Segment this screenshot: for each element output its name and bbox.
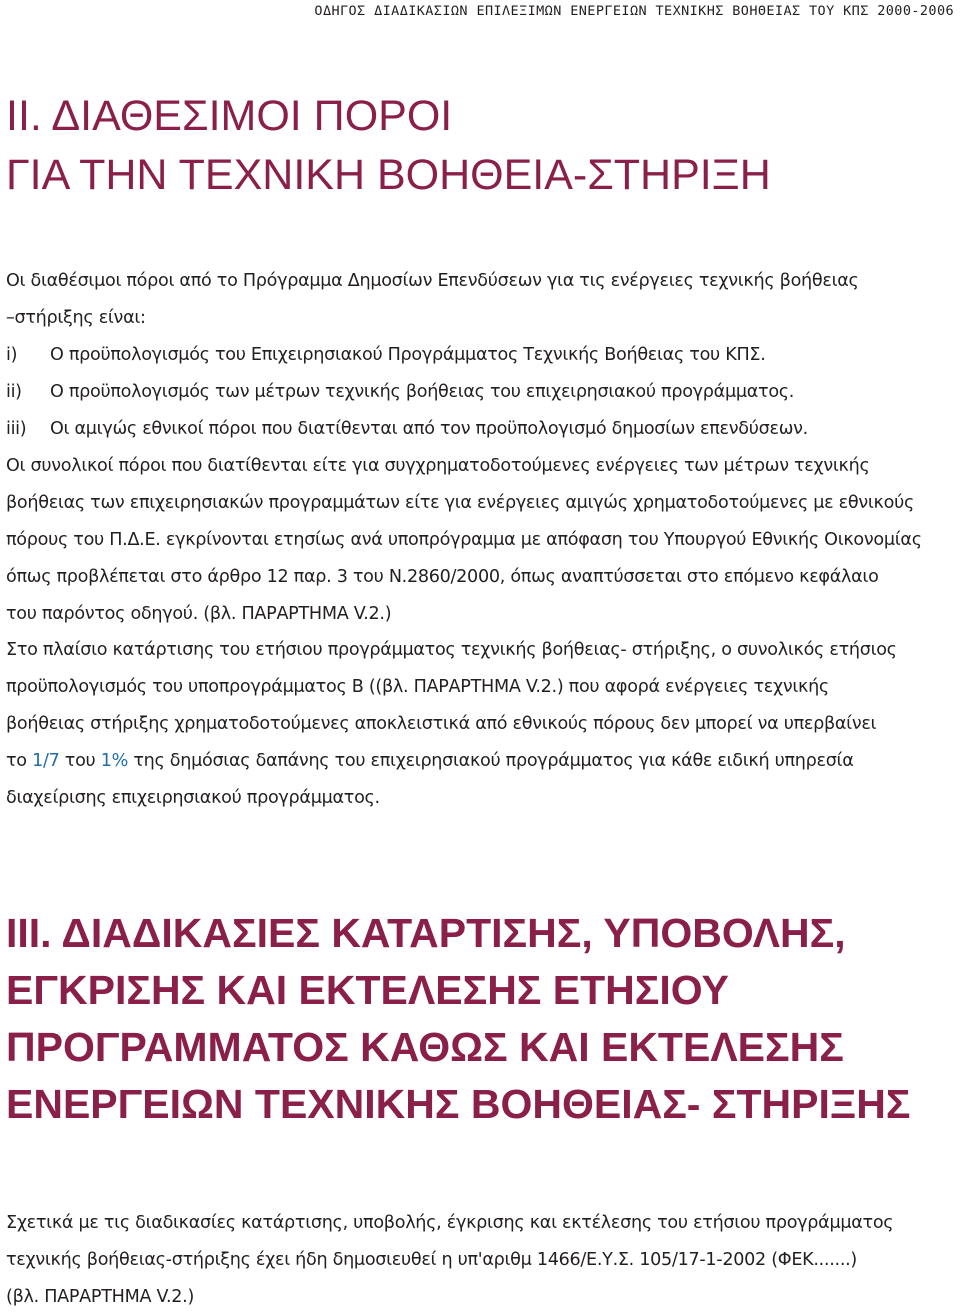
- section2-title-line1: ΙΙ. ΔΙΑΘΕΣΙΜΟΙ ΠΟΡΟΙ: [6, 92, 453, 140]
- list-marker: i): [6, 345, 18, 365]
- section3-title-line4: ΕΝΕΡΓΕΙΩΝ ΤΕΧΝΙΚΗΣ ΒΟΗΘΕΙΑΣ- ΣΤΗΡΙΞΗΣ: [6, 1081, 911, 1127]
- section3-body: [6, 1205, 956, 1316]
- paragraph-line: διαχείρισης επιχειρησιακού προγράμματος.: [6, 788, 380, 808]
- percent-highlight: 1%: [100, 751, 129, 771]
- paragraph-line: πόρους του Π.Δ.Ε. εγκρίνονται ετησίως ανά υποπρόγραμμα με απόφαση του Υπουργού Εθνικής Οικονομίας: [6, 530, 922, 550]
- paragraph-line: του παρόντος οδηγού. (βλ. ΠΑΡΑΡΤΗΜΑ V.2.): [6, 604, 392, 624]
- fraction-highlight: 1/7: [32, 751, 60, 771]
- list-item: [6, 374, 956, 411]
- section2-paragraph-2: [6, 632, 956, 817]
- section3-title-line2: ΕΓΚΡΙΣΗΣ ΚΑΙ ΕΚΤΕΛΕΣΗΣ ΕΤΗΣΙΟΥ: [6, 967, 729, 1013]
- section3-title-line3: ΠΡΟΓΡΑΜΜΑΤΟΣ ΚΑΘΩΣ ΚΑΙ ΕΚΤΕΛΕΣΗΣ: [6, 1024, 844, 1070]
- list-item: [6, 337, 956, 374]
- paragraph-line: [6, 743, 956, 780]
- list-text: Οι αμιγώς εθνικοί πόροι που διατίθενται από τον προϋπολογισμό δημοσίων επενδύσεων.: [50, 419, 808, 439]
- list-text: Ο προϋπολογισμός των μέτρων τεχνικής βοήθειας του επιχειρησιακού προγράμματος.: [50, 382, 795, 402]
- paragraph-line: βοήθειας των επιχειρησιακών προγραμμάτων είτε για ενέργειες αμιγώς χρηματοδοτούμενες με εθνικούς: [6, 493, 914, 513]
- list-marker: iii): [6, 419, 27, 439]
- text-segment: της δημόσιας δαπάνης του επιχειρησιακού προγράμματος για κάθε ειδική υπηρεσία: [128, 751, 854, 771]
- paragraph-line: προϋπολογισμός του υποπρογράμματος Β ((βλ. ΠΑΡΑΡΤΗΜΑ V.2.) που αφορά ενέργειες τεχνικής: [6, 677, 829, 697]
- intro-line: Οι διαθέσιμοι πόροι από το Πρόγραμμα Δημοσίων Επενδύσεων για τις ενέργειες τεχνικής βοήθειας: [6, 271, 859, 291]
- section2-paragraph-1: [6, 448, 956, 633]
- text-segment: του: [59, 751, 101, 771]
- paragraph-line: (βλ. ΠΑΡΑΡΤΗΜΑ V.2.): [6, 1287, 195, 1307]
- paragraph-line: βοήθειας στήριξης χρηματοδοτούμενες αποκλειστικά από εθνικούς πόρους δεν μπορεί να υπερβαίνει: [6, 714, 877, 734]
- paragraph-line: Οι συνολικοί πόροι που διατίθενται είτε για συγχρηματοδοτούμενες ενέργειες των μέτρων τεχνικής: [6, 456, 870, 476]
- list-text: Ο προϋπολογισμός του Επιχειρησιακού Προγράμματος Τεχνικής Βοήθειας του ΚΠΣ.: [50, 345, 766, 365]
- running-header: ΟΔΗΓΟΣ ΔΙΑΔΙΚΑΣΙΩΝ ΕΠΙΛΕΞΙΜΩΝ ΕΝΕΡΓΕΙΩΝ ΤΕΧΝΙΚΗΣ ΒΟΗΘΕΙΑΣ ΤΟΥ ΚΠΣ 2000-2006: [314, 3, 954, 19]
- list-marker: ii): [6, 382, 22, 402]
- paragraph-line: τεχνικής βοήθειας-στήριξης έχει ήδη δημοσιευθεί η υπ'αριθμ 1466/Ε.Υ.Σ. 105/17-1-2002 (ΦΕΚ.......): [6, 1250, 858, 1270]
- paragraph-line: όπως προβλέπεται στο άρθρο 12 παρ. 3 του Ν.2860/2000, όπως αναπτύσσεται στο επόμενο κεφάλαιο: [6, 567, 879, 587]
- list-item: [6, 411, 956, 448]
- section2-title-line2: ΓΙΑ ΤΗΝ ΤΕΧΝΙΚΗ ΒΟΗΘΕΙΑ-ΣΤΗΡΙΞΗ: [6, 151, 771, 199]
- paragraph-line: Στο πλαίσιο κατάρτισης του ετήσιου προγράμματος τεχνικής βοήθειας- στήριξης, ο συνολικός ετήσιος: [6, 640, 897, 660]
- paragraph-line: Σχετικά με τις διαδικασίες κατάρτισης, υποβολής, έγκρισης και εκτέλεσης του ετήσιου προγράμματος: [6, 1213, 894, 1233]
- intro-line: –στήριξης είναι:: [6, 308, 146, 328]
- section2-intro: [6, 263, 956, 337]
- text-segment: το: [6, 751, 33, 771]
- section3-title-line1: ΙΙΙ. ΔΙΑΔΙΚΑΣΙΕΣ ΚΑΤΑΡΤΙΣΗΣ, ΥΠΟΒΟΛΗΣ,: [6, 910, 846, 956]
